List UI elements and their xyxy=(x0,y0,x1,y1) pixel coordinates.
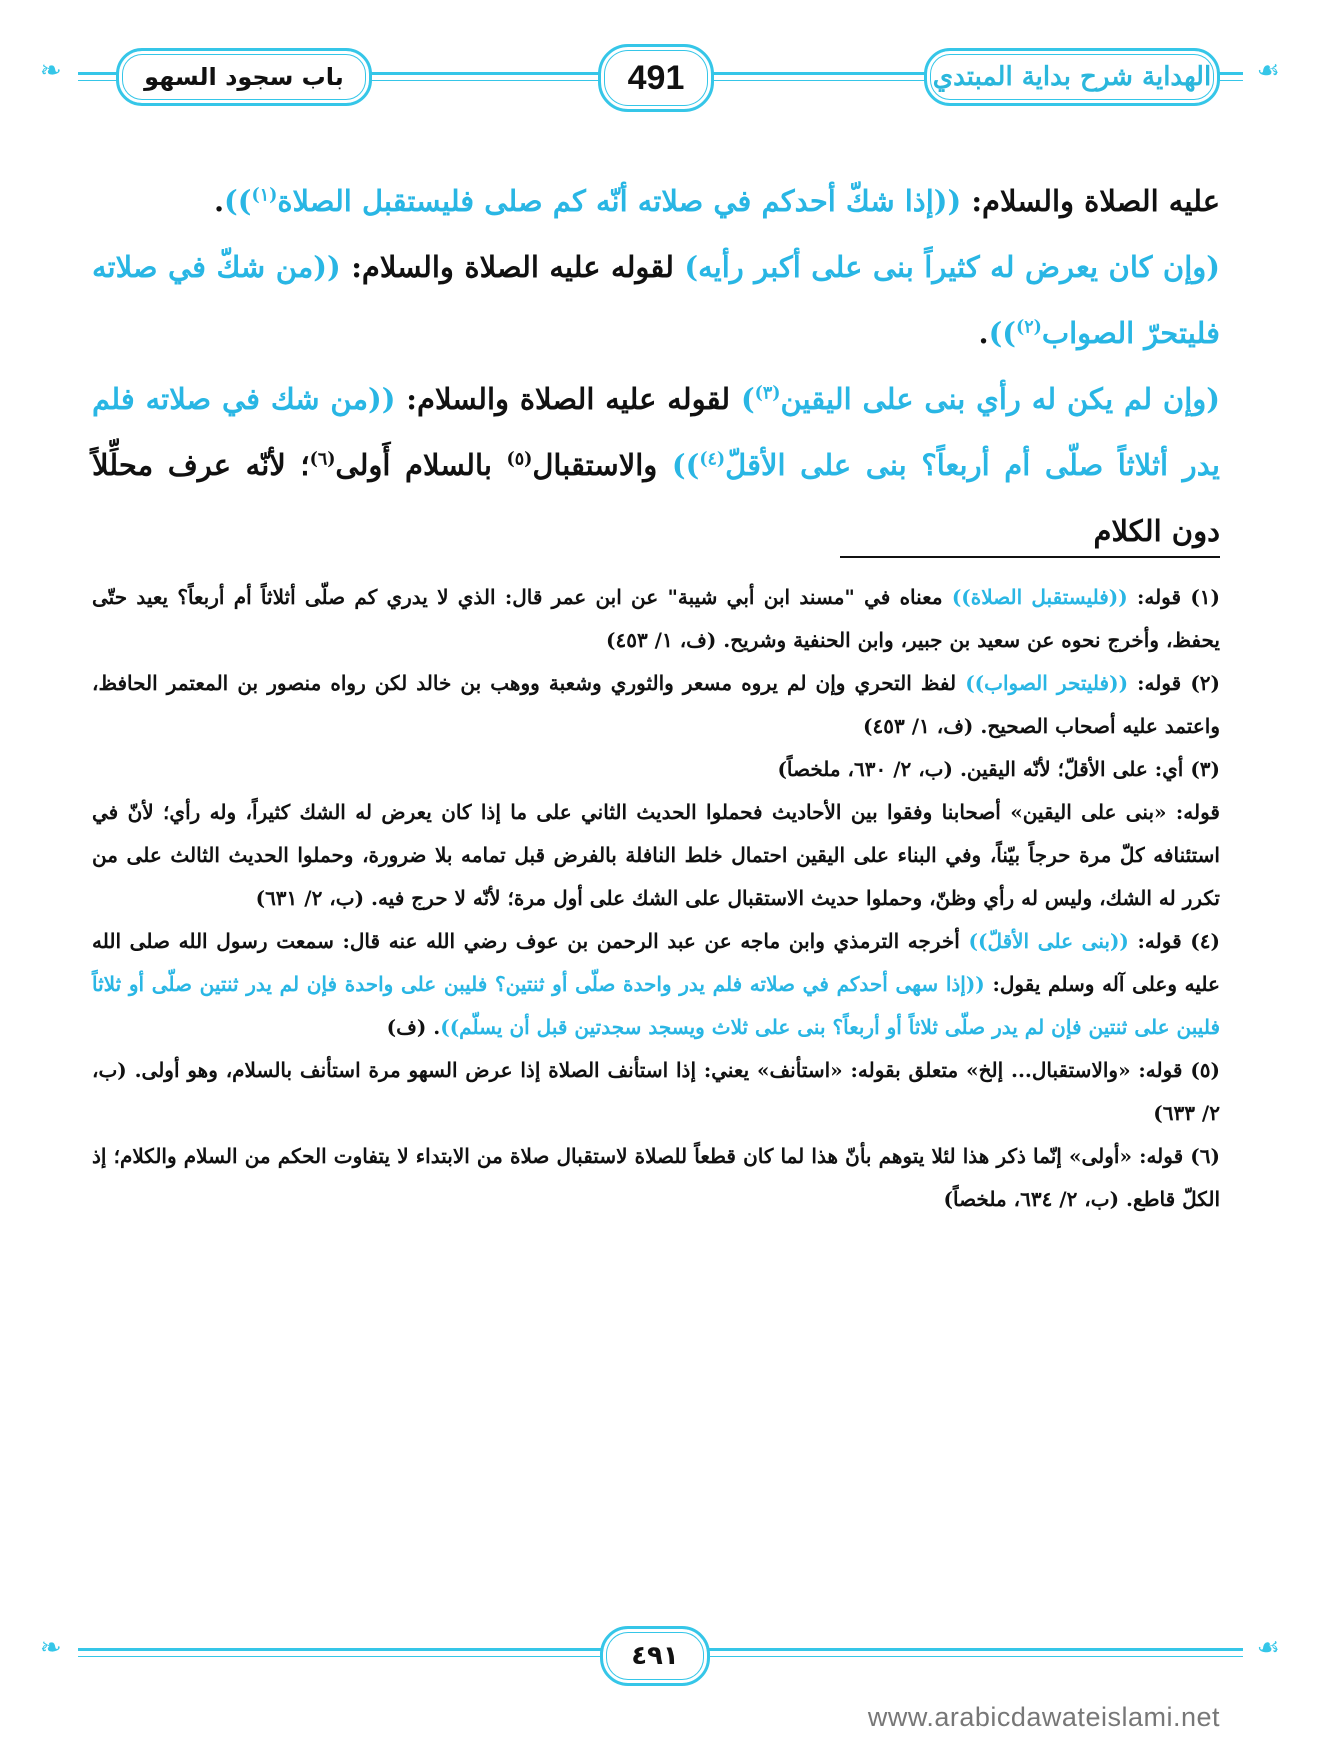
p3-text-4: ؛ لأنّه عرف محلِّلاً دون الكلام xyxy=(92,448,1220,548)
footnote-4-hadith: ((إذا سهى أحدكم في صلاته فلم يدر واحدة صلّى أو ثنتين؟ فليبن على واحدة فإن لم يدر ثنتين صلّى أو ثلاثاً فليبن على ثنتين فإن لم يدر صلّى ثلاثاً أو أربعاً؟ بنى على ثلاث ويسجد سجدتين قبل أن يسلّم)) xyxy=(92,972,1220,1039)
footnote-4-quote: ((بنى على الأقلّ)) xyxy=(968,929,1129,953)
main-text xyxy=(92,168,1220,564)
chapter-title-box xyxy=(116,48,372,106)
p1-text: عليه الصلاة والسلام: xyxy=(961,184,1220,218)
footnote-ref-4[interactable]: (٤) xyxy=(699,449,726,470)
footnote-5-label: (٥) قوله: «والاستقبال... إلخ» xyxy=(966,1058,1220,1082)
footnote-2 xyxy=(92,662,1220,748)
footer-page-number: ٤٩١ xyxy=(631,1641,679,1671)
p3-text-3: بالسلام أَولى xyxy=(335,448,507,482)
p3-text-2: والاستقبال xyxy=(532,448,672,482)
footnote-2-quote: ((فليتحر الصواب)) xyxy=(965,671,1129,695)
footnote-6 xyxy=(92,1135,1220,1221)
footnote-ref-1[interactable]: (١) xyxy=(251,185,278,206)
right-flourish-icon: ☙ xyxy=(1256,56,1280,86)
p1-end: . xyxy=(213,184,225,218)
p2-matn: (وإن كان يعرض له كثيراً بنى على أكبر رأيه) xyxy=(684,250,1220,284)
website-link[interactable]: www.arabicdawateislami.net xyxy=(867,1702,1220,1732)
footnote-3-text: (٣) أي: على الأقلّ؛ لأنّه اليقين. (ب، ٢/ ٦٣٠، ملخصاً) xyxy=(777,757,1220,781)
p2-hadith-close: )) xyxy=(988,316,1017,350)
paragraph-3 xyxy=(92,366,1220,564)
footnote-6-text: إنّما ذكر هذا لئلا يتوهم بأنّ هذا لما كان قطعاً للصلاة لاستقبال صلاة من الابتداء لا يتفاوت الحكم من السلام والكلام؛ إذ الكلّ قاطع. (ب، ٢/ ٦٣٤، ملخصاً) xyxy=(92,1144,1220,1211)
p2-end: . xyxy=(978,316,989,350)
left-flourish-icon: ❧ xyxy=(40,56,62,86)
p1-hadith-text: ((إذا شكّ أحدكم في صلاته أنّه كم صلى فليستقبل الصلاة xyxy=(277,184,962,218)
footnote-separator xyxy=(840,556,1220,558)
p3-hadith-close: )) xyxy=(671,448,700,482)
footnote-ref-2[interactable]: (٢) xyxy=(1016,317,1042,338)
book-title: الهداية شرح بداية المبتدي xyxy=(932,62,1212,92)
book-title-box xyxy=(924,48,1220,106)
footnote-3 xyxy=(92,748,1220,791)
footnote-2-text: لفظ التحري وإن لم يروه مسعر والثوري وشعبة ووهب بن خالد لكن رواه منصور بن المعتمر الحافظ، واعتمد عليه أصحاب الصحيح. (ف، ١/ ٤٥٣) xyxy=(92,671,1220,738)
footnote-5-text: متعلق بقوله: «استأنف» يعني: إذا استأنف الصلاة إذا عرض السهو مرة استأنف بالسلام، وهو أولى. (ب، ٢/ ٦٣٣) xyxy=(92,1058,1220,1125)
footer-right-flourish-icon: ☙ xyxy=(1256,1633,1280,1663)
footnote-3b-label: قوله: «بنى على اليقين» xyxy=(1010,800,1220,824)
chapter-title: باب سجود السهو xyxy=(144,63,344,91)
page-number: 491 xyxy=(627,58,685,97)
footnote-ref-6[interactable]: (٦) xyxy=(309,449,336,470)
footnote-3b-text: أصحابنا وفقوا بين الأحاديث فحملوا الحديث الثاني على ما إذا كان يعرض له الشك كثيراً، وله رأي؛ لأنّ في استئنافه كلّ مرة حرجاً بيّناً، وفي البناء على اليقين احتمال خلط النافلة بالفرض قبل تمامه بلا ضرورة، وحملوا الحديث الثالث على من تكرر له الشك، وليس له رأي وظنّ، وحملوا حديث الاستقبال على الشك على أول مرة؛ لأنّه لا حرج فيه. (ب، ٢/ ٦٣١) xyxy=(92,800,1220,910)
p3-text: لقوله عليه الصلاة والسلام: xyxy=(395,382,741,416)
footnote-ref-5[interactable]: (٥) xyxy=(506,449,533,470)
p3-matn xyxy=(741,382,1220,416)
footnote-1 xyxy=(92,576,1220,662)
footnote-ref-3[interactable]: (٣) xyxy=(754,383,781,404)
footer-page-number-box xyxy=(600,1626,710,1686)
footnote-4-text: أخرجه الترمذي وابن ماجه عن عبد الرحمن بن عوف رضي الله عنه قال: سمعت رسول الله صلى الله عليه وعلى آله وسلم يقول: xyxy=(92,929,1220,996)
p3-matn-text: (وإن لم يكن له رأي بنى على اليقين xyxy=(780,382,1221,416)
footnote-4 xyxy=(92,920,1220,1049)
footnote-2-label: (٢) قوله: xyxy=(1128,671,1220,695)
p1-hadith xyxy=(224,184,961,218)
p2-hadith-text: ((من شكّ في صلاته فليتحرّ الصواب xyxy=(92,250,1220,350)
p3-matn-close: ) xyxy=(740,382,755,416)
p1-hadith-close: )) xyxy=(224,184,252,218)
page-number-box xyxy=(598,44,714,112)
footnote-6-label: (٦) قوله: «أولى» xyxy=(1068,1144,1220,1168)
p3-hadith-text: ((من شك في صلاته فلم يدر أثلاثاً صلّى أم أربعاً؟ بنى على الأقلّ xyxy=(92,382,1220,482)
footnote-1-quote: ((فليستقبل الصلاة)) xyxy=(951,585,1128,609)
footnotes xyxy=(92,576,1220,1221)
footnote-1-label: (١) قوله: xyxy=(1127,585,1220,609)
footnote-3-commentary xyxy=(92,791,1220,920)
footnote-4-source: . (ف) xyxy=(386,1015,441,1039)
footnote-1-text: معناه في "مسند ابن أبي شيبة" عن ابن عمر قال: الذي لا يدري كم صلّى أثلاثاً أم أربعاً؟ يعيد حتّى يحفظ، وأخرج نحوه عن سعيد بن جبير، وابن الحنفية وشريح. (ف، ١/ ٤٥٣) xyxy=(92,585,1220,652)
footer-left-flourish-icon: ❧ xyxy=(40,1633,62,1663)
paragraph-1 xyxy=(92,168,1220,234)
p2-text: لقوله عليه الصلاة والسلام: xyxy=(340,250,685,284)
paragraph-2 xyxy=(92,234,1220,366)
footnote-5 xyxy=(92,1049,1220,1135)
footnote-4-label: (٤) قوله: xyxy=(1128,929,1220,953)
